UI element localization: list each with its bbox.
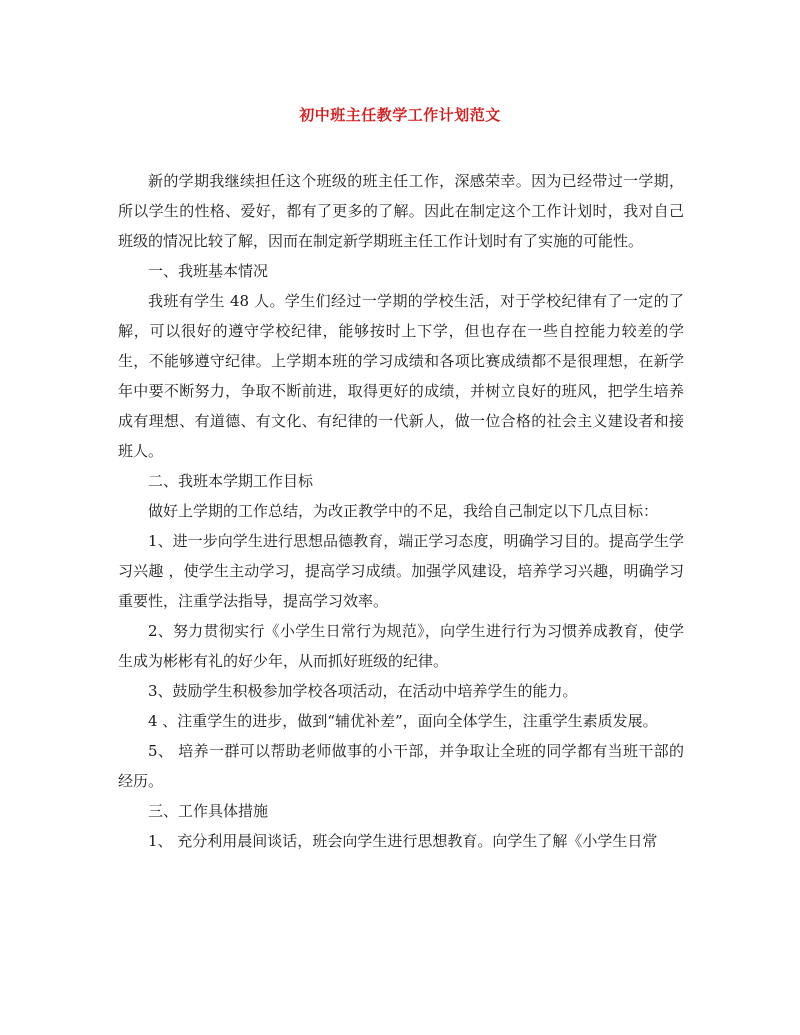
class-situation-paragraph: 我班有学生 48 人。学生们经过一学期的学校生活，对于学校纪律有了一定的了解，可以很好的遵守学校纪律，能够按时上下学，但也存在一些自控能力较差的学生，不能够遵守纪律。上学期本班的学习成绩和各项比赛成绩都不是很理想，在新学年中要不断努力，争取不断前进，取得更好的成绩，并树立良好的班风，把学生培养成有理想、有道德、有文化、有纪律的一代新人，做一位合格的社会主义建设者和接班人。	[118, 292, 684, 460]
goal-item-5: 5、 培养一群可以帮助老师做事的小干部，并争取让全班的同学都有当班干部的经历。	[118, 742, 684, 790]
measure-item-1: 1、 充分利用晨间谈话，班会向学生进行思想教育。向学生了解《小学生日常	[148, 832, 658, 850]
goals-intro-paragraph: 做好上学期的工作总结，为改正教学中的不足，我给自己制定以下几点目标：	[148, 502, 659, 520]
goal-item-1: 1、进一步向学生进行思想品德教育，端正学习态度，明确学习目的。提高学生学习兴趣 ，使学生主动学习，提高学习成绩。加强学风建设，培养学习兴趣，明确学习重要性，注重学法指导，提高学习效率。	[118, 532, 684, 610]
section-heading-2: 二、我班本学期工作目标	[148, 472, 314, 490]
intro-paragraph: 新的学期我继续担任这个班级的班主任工作，深感荣幸。因为已经带过一学期，所以学生的性格、爱好，都有了更多的了解。因此在制定这个工作计划时，我对自己班级的情况比较了解，因而在制定新学期班主任工作计划时有了实施的可能性。	[118, 172, 684, 250]
goal-item-4: 4 、注重学生的进步，做到“辅优补差”，面向全体学生，注重学生素质发展。	[148, 712, 658, 730]
section-heading-3: 三、工作具体措施	[148, 802, 269, 820]
goal-item-2: 2、努力贯彻实行《小学生日常行为规范》，向学生进行行为习惯养成教育，使学生成为彬彬有礼的好少年，从而抓好班级的纪律。	[118, 622, 684, 670]
document-title: 初中班主任教学工作计划范文	[299, 106, 501, 124]
goal-item-3: 3、鼓励学生积极参加学校各项活动，在活动中培养学生的能力。	[148, 682, 578, 700]
section-heading-1: 一、我班基本情况	[148, 262, 269, 280]
document-body	[118, 166, 684, 856]
